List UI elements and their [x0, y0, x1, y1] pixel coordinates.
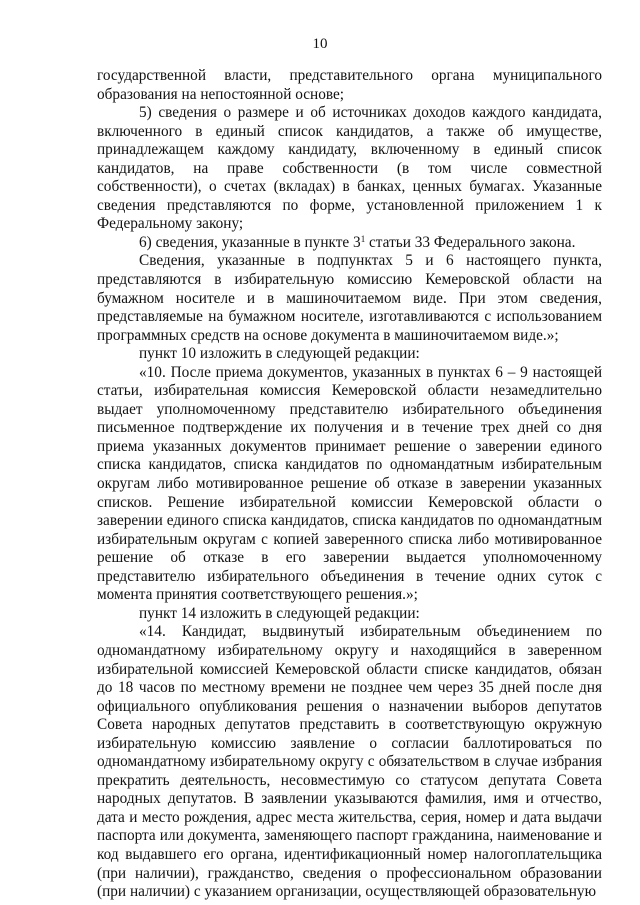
- paragraph-point-14-intro: пункт 14 изложить в следующей редакции:: [139, 604, 420, 622]
- paragraph-item-5: 5) сведения о размере и об источниках доходов каждого кандидата, включенного в единый список кандидатов, а также об имуществе, принадлежащем каждому кандидату, включенному в единый список кандидатов, на праве собственности (в том числе совместной собственности), о счетах (вкладах) в банках, ценных бумагах. Указанные сведения представляются по форме, установленной приложением 1 к Федеральному закону;: [97, 104, 602, 233]
- paragraph-point-10: «10. После приема документов, указанных в пунктах 6 – 9 настоящей статьи, избирательная комиссия Кемеровской области незамедлительно выдает уполномоченному представителю избирательного объединения письменное подтверждение их получения и в течение трех дней со дня приема указанных документов принимает решение о заверении единого списка кандидатов, списка кандидатов по одномандатным избирательным округам либо мотивированное решение об отказе в заверении указанных списков. Решение избирательной комиссии Кемеровской области о заверении единого списка кандидатов, списка кандидатов по одномандатным избирательным округам с копией заверенного списка либо мотивированное решение об отказе в его заверении выдается уполномоченному представителю избирательного объединения в течение одних суток с момента принятия соответствующего решения.»;: [97, 363, 602, 604]
- superscript: 1: [360, 233, 366, 244]
- paragraph-info-submission: Сведения, указанные в подпунктах 5 и 6 настоящего пункта, представляются в избирательную комиссию Кемеровской области на бумажном носителе и в машиночитаемом виде. При этом сведения, представляемые на бумажном носителе, изготавливаются с использованием программных средств на основе документа в машиночитаемом виде.»;: [97, 252, 602, 344]
- paragraph-point-10-intro: пункт 10 изложить в следующей редакции:: [139, 345, 420, 363]
- item-6-text-end: статьи 33 Федерального закона.: [365, 233, 576, 251]
- paragraph-point-14: «14. Кандидат, выдвинутый избирательным объединением по одномандатному избирательному округу и находящийся в заверенном избирательной комиссией Кемеровской области списке кандидатов, обязан до 18 часов по местному времени не позднее чем через 35 дней после дня официального опубликования решения о назначении выборов депутатов Совета народных депутатов представить в соответствующую окружную избирательную комиссию заявление о согласии баллотироваться по одномандатному избирательному округу с обязательством в случае избрания прекратить деятельность, несовместимую со статусом депутата Совета народных депутатов. В заявлении указываются фамилия, имя и отчество, дата и место рождения, адрес места жительства, серия, номер и дата выдачи паспорта или документа, заменяющего паспорт гражданина, наименование и код выдавшего его органа, идентификационный номер налогоплательщика (при наличии), гражданство, сведения о профессиональном образовании (при наличии) с указанием организации, осуществляющей образовательную: [97, 623, 602, 901]
- item-6-text: 6) сведения, указанные в пункте 3: [139, 233, 361, 251]
- paragraph-item-6: [97, 234, 602, 253]
- document-body: [97, 67, 602, 902]
- page-number: 10: [312, 36, 328, 52]
- paragraph-continuation: государственной власти, представительного органа муниципального образования на непостоянной основе;: [97, 67, 602, 103]
